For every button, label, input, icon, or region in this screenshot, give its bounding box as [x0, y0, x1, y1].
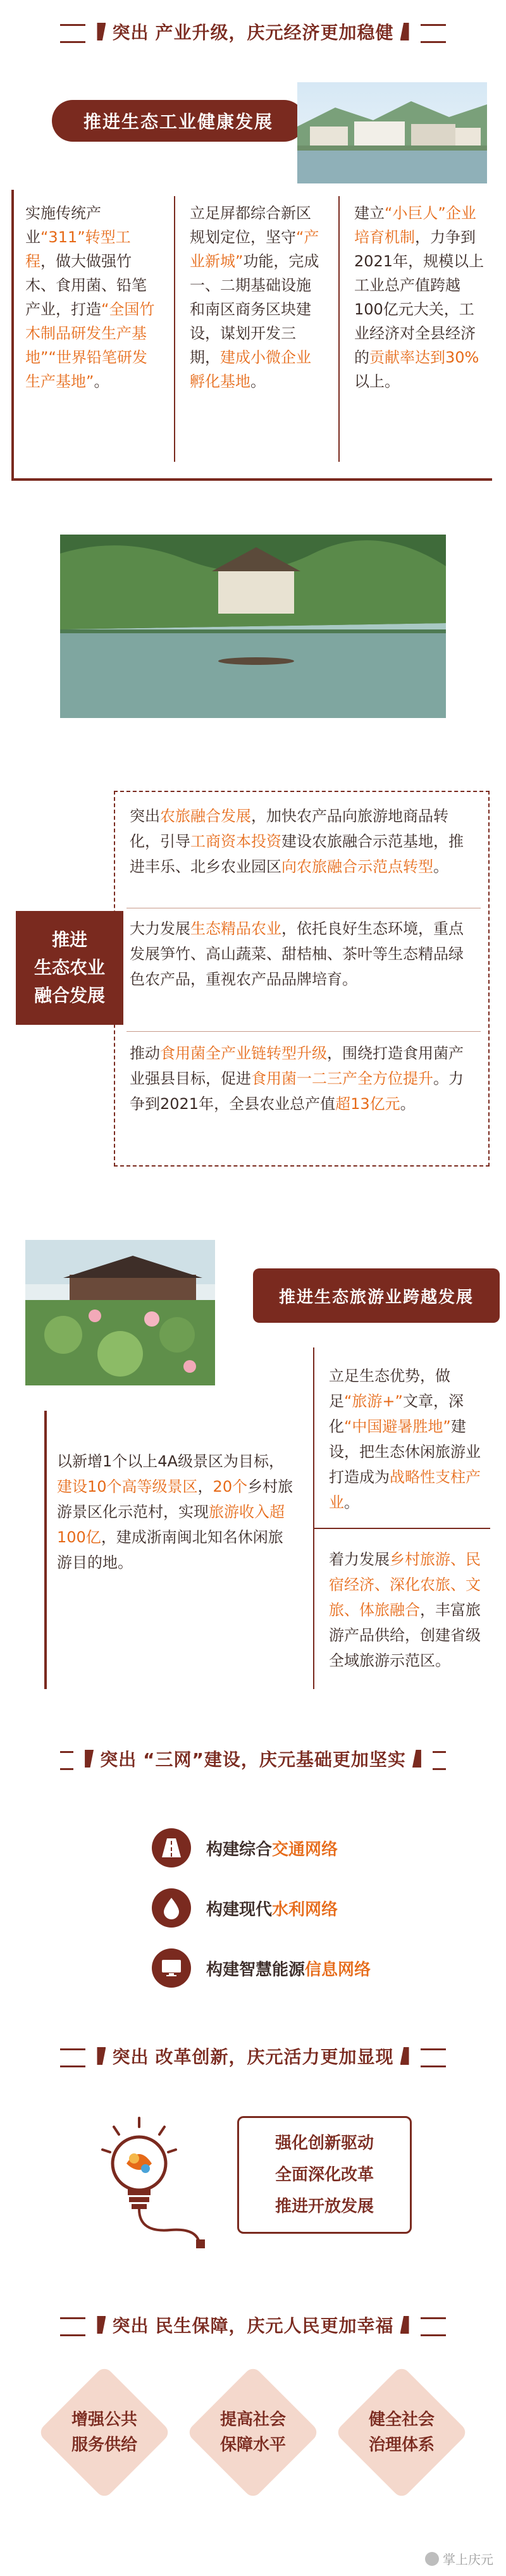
reform-item: 推进开放发展 — [275, 2197, 374, 2216]
industry-heading: 推进生态工业健康发展 — [52, 100, 305, 142]
side-rule — [44, 1411, 47, 1689]
agri-paragraph-1: 突出农旅融合发展，加快农产品向旅游地商品转化，引导工商资本投资建设农旅融合示范基地，推进丰乐、北乡农业园区向农旅融合示范点转型。 — [130, 807, 464, 876]
banner-title: 改革创新，庆元活力更加显现 — [155, 2047, 394, 2067]
reform-item: 全面深化改革 — [275, 2165, 374, 2184]
banner-prefix: 突出 — [112, 2315, 149, 2336]
tourism-paragraph-3: 着力发展乡村旅游、民宿经济、深化农旅、文旅、体旅融合，丰富旅游产品供给，创建省级全域旅游示范区。 — [329, 1551, 481, 1669]
section-banner-reform — [60, 2037, 446, 2075]
side-rule — [11, 190, 14, 481]
water-drop-icon — [152, 1888, 191, 1928]
lotus-pavilion-photo — [25, 1240, 215, 1385]
divider — [313, 1528, 490, 1529]
tourism-paragraph-2: 以新增1个以上4A级景区为目标，建设10个高等级景区，20个乡村旅游景区化示范村，实现旅游收入超100亿，建成浙南闽北知名休闲旅游目的地。 — [57, 1452, 293, 1571]
section-banner-industry — [60, 13, 446, 51]
lightbulb-icon — [95, 2113, 221, 2255]
river-landscape-photo — [60, 535, 446, 718]
banner-prefix: 突出 — [112, 2047, 149, 2067]
section-banner-infrastructure — [60, 1740, 446, 1778]
industry-column-3: 建立“小巨人”企业培育机制，力争到2021年，规模以上工业总产值跨越100亿元大关，工业经济对全县经济的贡献率达到30%以上。 — [354, 204, 484, 390]
network-item-water: 构建现代水利网络 — [152, 1888, 338, 1928]
industry-column-2: 立足屏都综合新区规划定位，坚守“产业新城”功能，完成一、二期基础设施和南区商务区块建设，谋划开发三期，建成小微企业孵化基地。 — [190, 204, 319, 390]
monitor-icon — [152, 1948, 191, 1988]
factory-photo — [297, 82, 487, 183]
watermark: 掌上庆元 — [425, 2549, 493, 2568]
tourism-paragraph-1: 立足生态优势，做足“旅游+”文章，深化“中国避暑胜地”建设，把生态休闲旅游业打造成为战略性支柱产业。 — [329, 1367, 481, 1511]
tourism-heading: 推进生态旅游业跨越发展 — [253, 1268, 500, 1323]
divider — [126, 1031, 481, 1032]
livelihood-item-2: 提高社会 保障水平 — [219, 2410, 286, 2455]
section-banner-livelihood — [60, 2306, 446, 2344]
agri-paragraph-3: 推动食用菌全产业链转型升级，围绕打造食用菌产业强县目标，促进食用菌一二三产全方位提升。力争到2021年，全县农业总产值超13亿元。 — [130, 1044, 464, 1113]
network-item-energy: 构建智慧能源信息网络 — [152, 1948, 371, 1988]
livelihood-item-1: 增强公共 服务供给 — [71, 2410, 137, 2455]
banner-title: 产业升级，庆元经济更加稳健 — [155, 22, 394, 43]
network-item-transport: 构建综合交通网络 — [152, 1828, 338, 1867]
banner-title: “三网”建设，庆元基础更加坚实 — [143, 1749, 406, 1770]
banner-prefix: 突出 — [100, 1749, 137, 1770]
banner-prefix: 突出 — [112, 22, 149, 43]
divider — [338, 196, 340, 462]
reform-list — [237, 2116, 412, 2234]
banner-title: 民生保障，庆元人民更加幸福 — [155, 2315, 394, 2336]
livelihood-item-3: 健全社会 治理体系 — [368, 2410, 435, 2455]
agri-paragraph-2: 大力发展生态精品农业，依托良好生态环境，重点发展笋竹、高山蔬菜、甜桔柚、茶叶等生态精品绿色农产品，重视农产品品牌培育。 — [130, 920, 464, 988]
road-icon — [152, 1828, 191, 1867]
reform-item: 强化创新驱动 — [275, 2134, 374, 2153]
bottom-rule — [11, 478, 492, 481]
wechat-icon — [425, 2552, 439, 2566]
divider — [313, 1347, 314, 1689]
industry-column-1: 实施传统产业“311”转型工程，做大做强竹木、食用菌、铅笔产业，打造“全国竹木制品研发生产基地”“世界铅笔研发生产基地”。 — [25, 204, 155, 390]
agri-heading: 推进 生态农业 融合发展 — [16, 911, 123, 1025]
divider — [174, 196, 175, 462]
